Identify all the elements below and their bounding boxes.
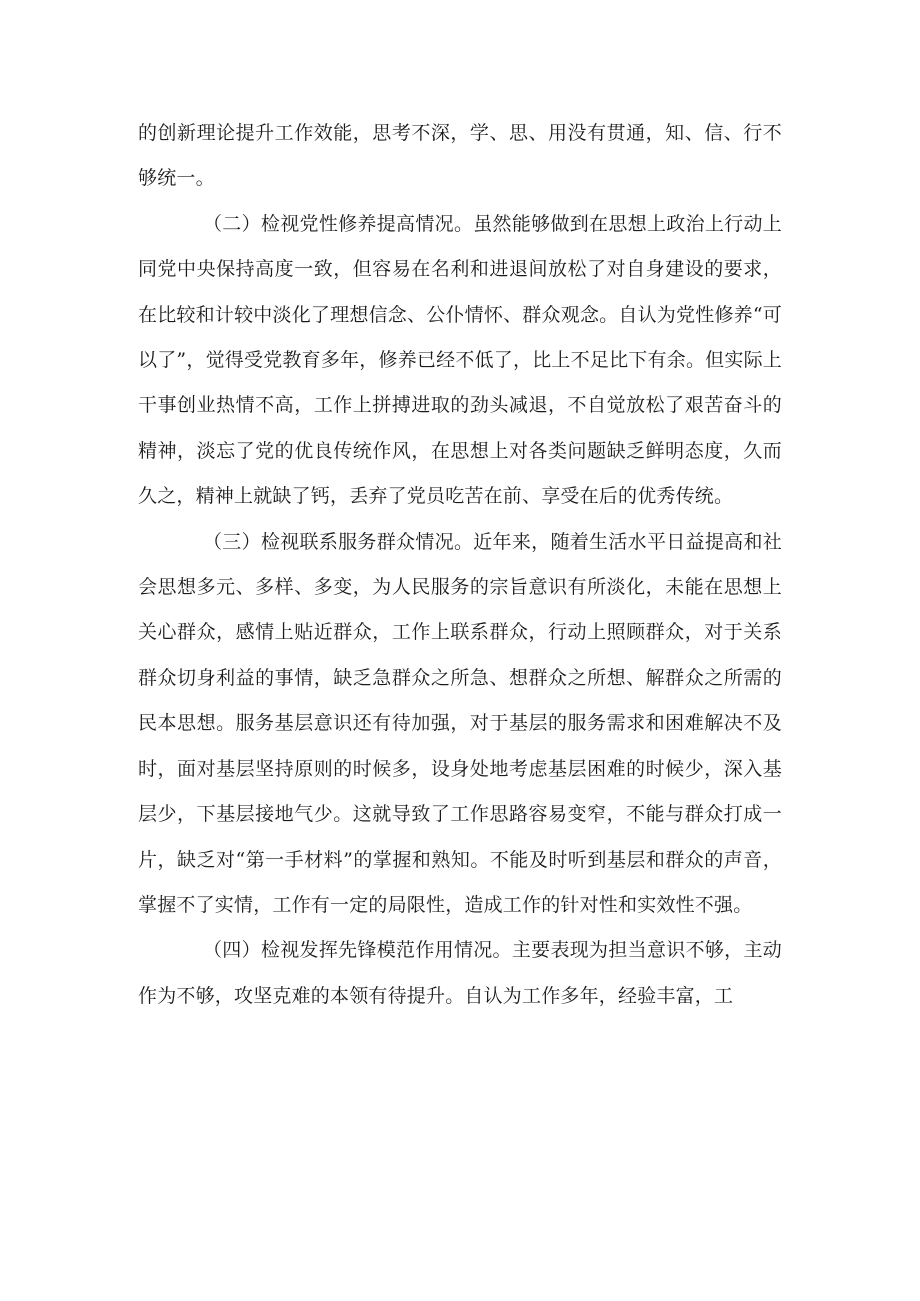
document-body [138, 111, 782, 1019]
paragraph-section-4: （四）检视发挥先锋模范作用情况。主要表现为担当意识不够，主动作为不够，攻坚克难的本领有待提升。自认为工作多年，经验丰富，工 [138, 939, 782, 1007]
paragraph-continuation: 的创新理论提升工作效能，思考不深，学、思、用没有贯通，知、信、行不够统一。 [138, 122, 782, 190]
paragraph-section-3: （三）检视联系服务群众情况。近年来，随着生活水平日益提高和社会思想多元、多样、多变，为人民服务的宗旨意识有所淡化，未能在思想上关心群众，感情上贴近群众，工作上联系群众，行动上照顾群众，对于关系群众切身利益的事情，缺乏急群众之所急、想群众之所想、解群众之所需的民本思想。服务基层意识还有待加强，对于基层的服务需求和困难解决不及时，面对基层坚持原则的时候多，设身处地考虑基层困难的时候少，深入基层少，下基层接地气少。这就导致了工作思路容易变窄，不能与群众打成一片，缺乏对“第一手材料”的掌握和熟知。不能及时听到基层和群众的声音，掌握不了实情，工作有一定的局限性，造成工作的针对性和实效性不强。 [138, 530, 782, 916]
paragraph-section-2: （二）检视党性修养提高情况。虽然能够做到在思想上政治上行动上同党中央保持高度一致，但容易在名利和进退间放松了对自身建设的要求，在比较和计较中淡化了理想信念、公仆情怀、群众观念。自认为党性修养“可以了”，觉得受党教育多年，修养已经不低了，比上不足比下有余。但实际上干事创业热情不高，工作上拼搏进取的劲头减退，不自觉放松了艰苦奋斗的精神，淡忘了党的优良传统作风，在思想上对各类问题缺乏鲜明态度，久而久之，精神上就缺了钙，丢弃了党员吃苦在前、享受在后的优秀传统。 [138, 212, 782, 508]
